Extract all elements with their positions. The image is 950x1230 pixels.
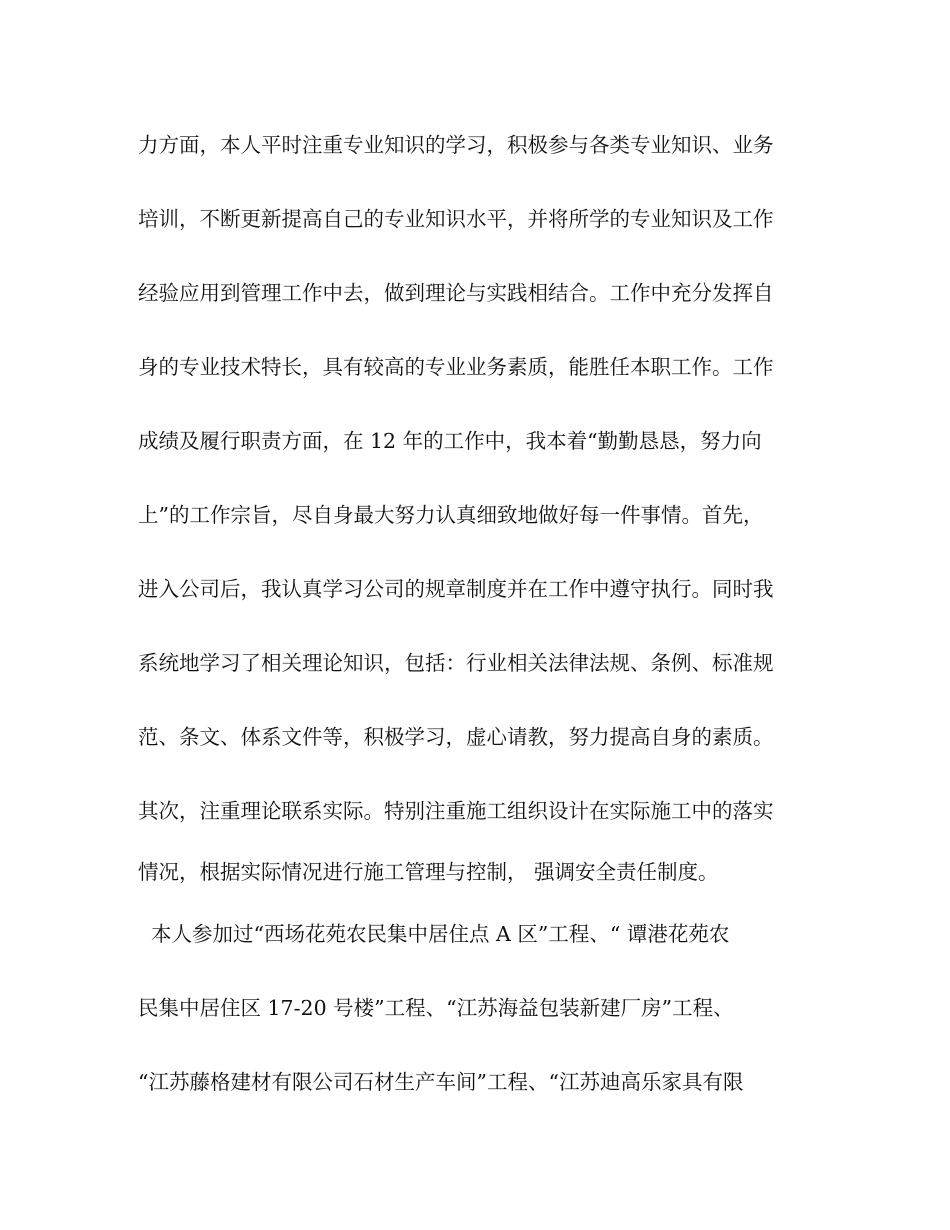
text-line: “江苏藤格建材有限公司石材生产车间”工程、“江苏迪高乐家具有限 [138, 1070, 744, 1094]
text-line: 范、条文、体系文件等，积极学习，虚心请教，努力提高自身的素质。 [138, 725, 774, 749]
text-line: 经验应用到管理工作中去，做到理论与实践相结合。工作中充分发挥自 [138, 281, 774, 305]
text-line: 身的专业技术特长，具有较高的专业业务素质，能胜任本职工作。工作 [138, 355, 774, 379]
text-line: 上”的工作宗旨，尽自身最大努力认真细致地做好每一件事情。首先， [138, 503, 764, 527]
text-line: 民集中居住区 17-20 号楼”工程、“江苏海益包装新建厂房”工程、 [138, 996, 734, 1020]
text-line: 系统地学习了相关理论知识，包括：行业相关法律法规、条例、标准规 [138, 651, 774, 675]
text-line: 培训，不断更新提高自己的专业知识水平，并将所学的专业知识及工作 [138, 207, 774, 231]
text-line: 其次，注重理论联系实际。特别注重施工组织设计在实际施工中的落实 [138, 799, 774, 823]
text-line: 成绩及履行职责方面，在 12 年的工作中，我本着“勤勤恳恳，努力向 [138, 429, 762, 453]
text-line: 本人参加过“西场花苑农民集中居住点 A 区”工程、“ 谭港花苑农 [138, 922, 730, 946]
text-line: 进入公司后，我认真学习公司的规章制度并在工作中遵守执行。同时我 [138, 577, 774, 601]
text-line: 力方面，本人平时注重专业知识的学习，积极参与各类专业知识、业务 [138, 133, 774, 157]
text-line: 情况，根据实际情况进行施工管理与控制， 强调安全责任制度。 [138, 860, 719, 884]
